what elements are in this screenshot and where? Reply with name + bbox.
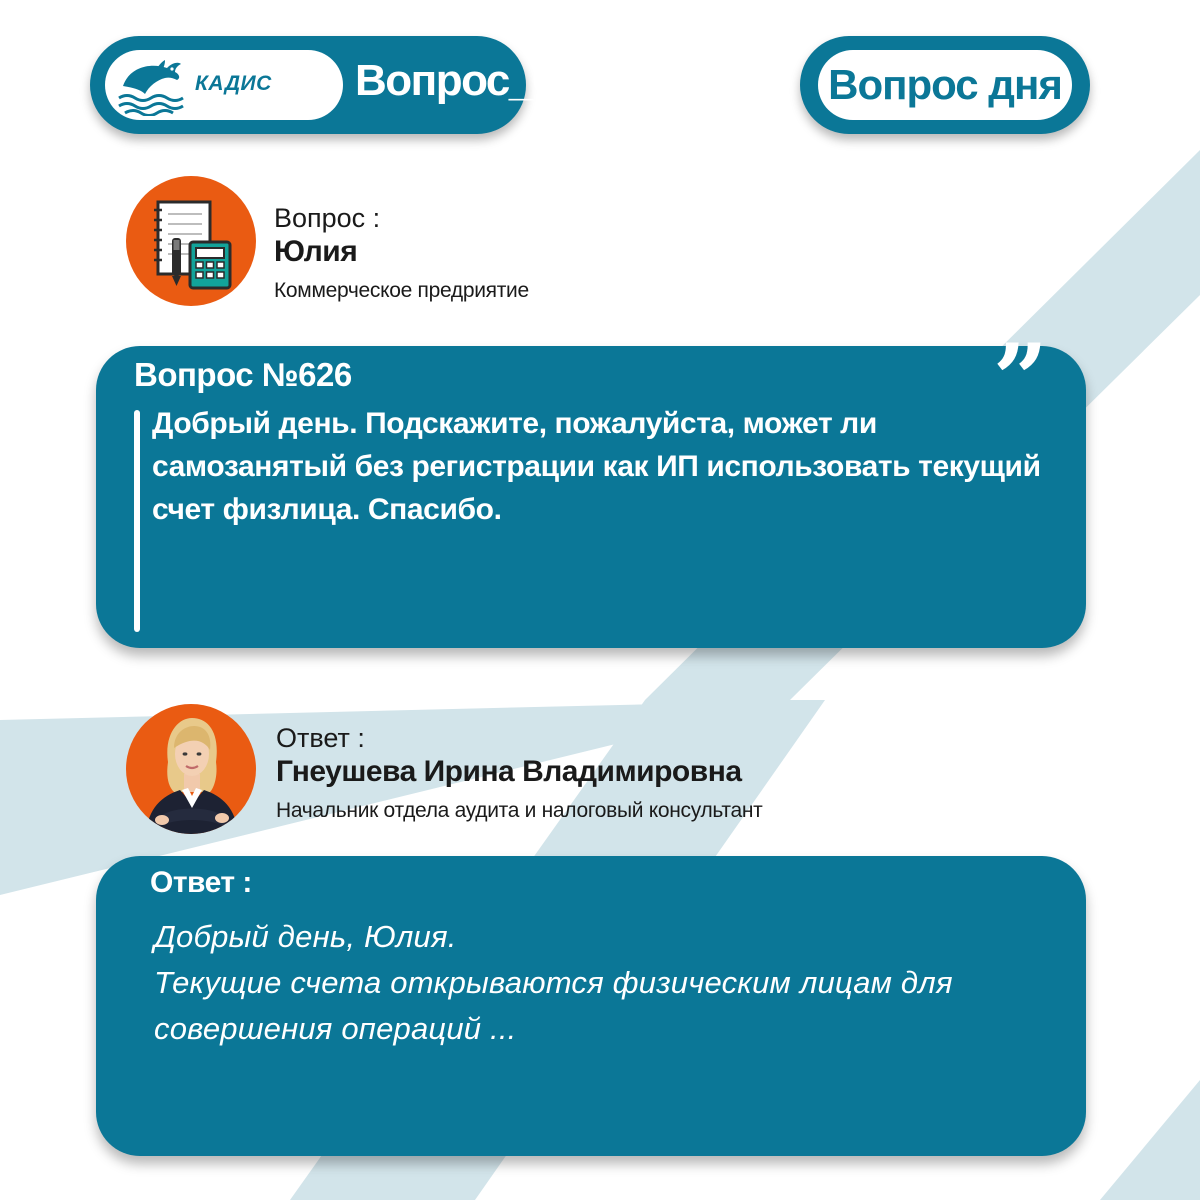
answer-caption: Ответ :: [276, 723, 365, 753]
question-of-day-oval: [818, 50, 1072, 120]
answer-author-avatar: [126, 704, 256, 834]
dolphin-logo-icon: [115, 56, 187, 116]
question-caption: Вопрос :: [274, 203, 381, 233]
answer-author-name: Гнеушева Ирина Владимировна: [276, 755, 742, 788]
notebook-calculator-icon: [126, 176, 256, 306]
question-number: Вопрос №626: [134, 356, 352, 393]
logo-text: КАДИС: [195, 72, 272, 95]
logo: [105, 50, 343, 120]
answer-author: [276, 722, 763, 826]
quote-bar: [134, 410, 140, 632]
answer-text: [154, 914, 1034, 1052]
question-author-avatar: [126, 176, 256, 306]
brand-title: Вопрос_Ответ: [355, 56, 653, 105]
answer-heading: Ответ :: [150, 866, 252, 899]
answer-line: совершения операций ...: [154, 1011, 517, 1046]
consultant-portrait: [126, 704, 256, 834]
question-of-day-label: Вопрос дня: [828, 61, 1062, 108]
question-author-description: Коммерческое предриятие: [274, 279, 529, 302]
answer-author-description: Начальник отдела аудита и налоговый консультант: [276, 799, 763, 822]
answer-card: [96, 856, 1086, 1156]
question-of-day-badge: [800, 36, 1090, 134]
quote-icon: ”: [992, 323, 1048, 436]
answer-line: Текущие счета открываются физическим лицам для: [154, 965, 953, 1000]
answer-line: Добрый день, Юлия.: [154, 919, 457, 954]
question-author: [274, 202, 529, 306]
brand-header: [90, 36, 653, 134]
question-card: [96, 323, 1086, 648]
question-text: Добрый день. Подскажите, пожалуйста, может ли самозанятый без регистрации как ИП использовать текущий счет физлица. Спасибо.: [152, 407, 1041, 526]
question-author-name: Юлия: [274, 235, 358, 268]
